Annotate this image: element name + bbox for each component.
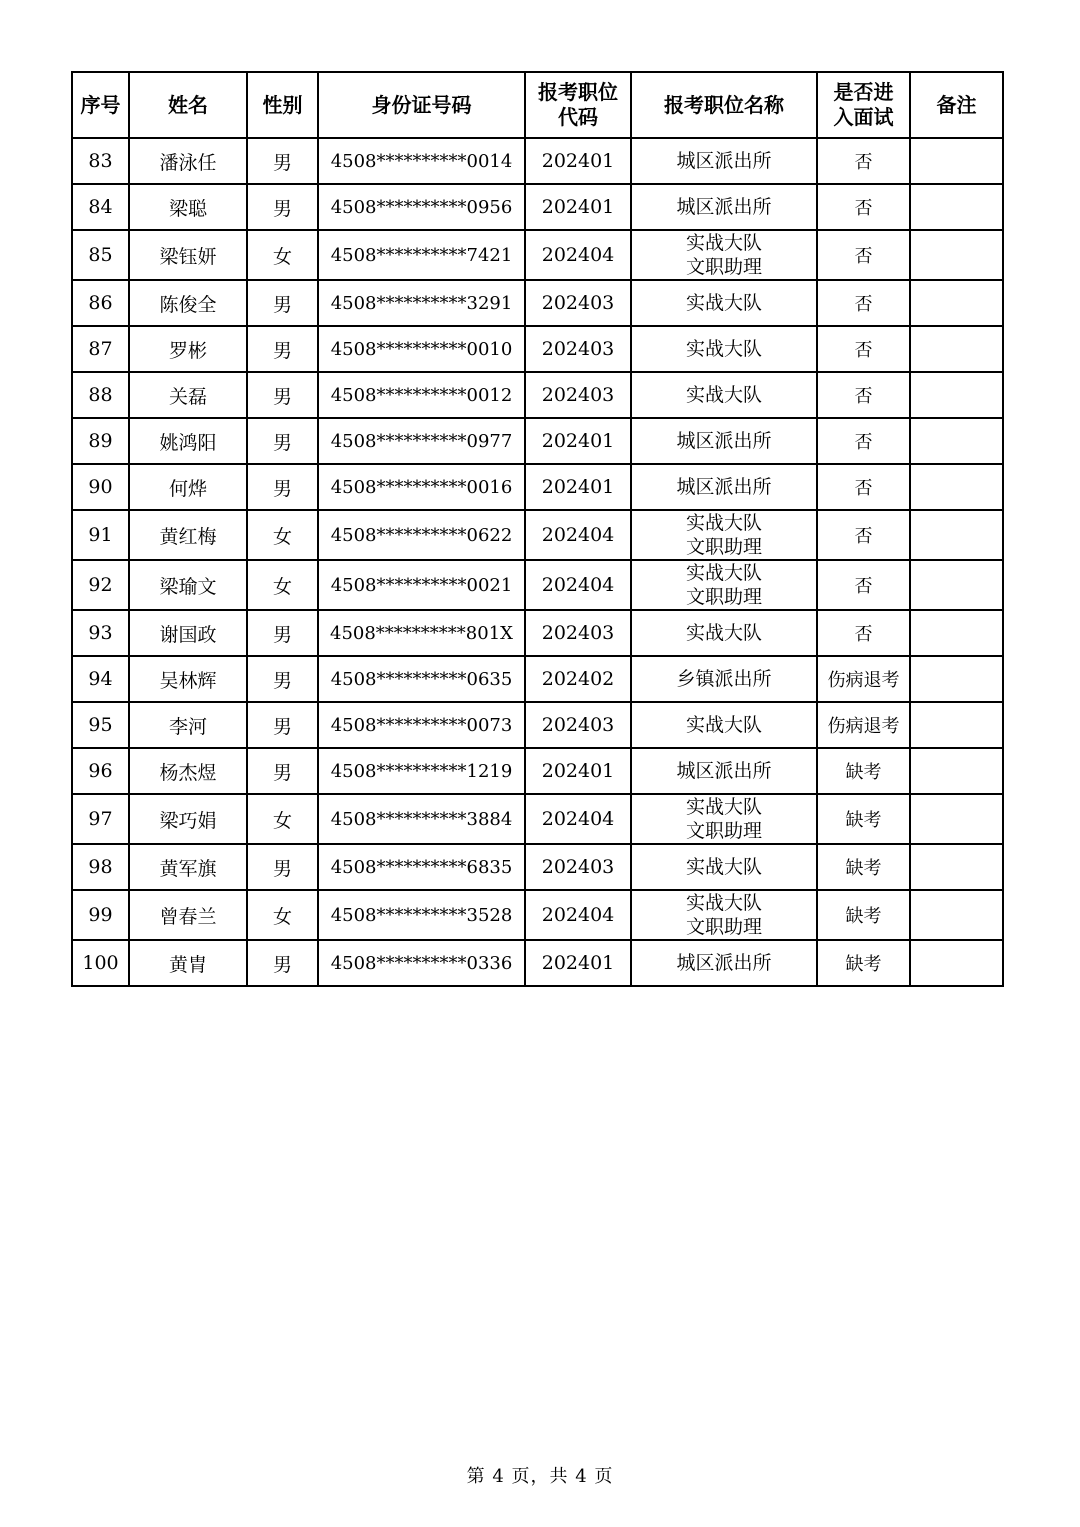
cell-index: 85 <box>72 230 129 280</box>
cell-id-number: 4508**********0073 <box>318 702 525 748</box>
cell-position-code: 202402 <box>525 656 631 702</box>
cell-interview-status: 否 <box>817 510 910 560</box>
cell-position-code: 202404 <box>525 890 631 940</box>
cell-id-number: 4508**********3291 <box>318 280 525 326</box>
cell-index: 91 <box>72 510 129 560</box>
cell-id-number: 4508**********0021 <box>318 560 525 610</box>
cell-position-code: 202404 <box>525 510 631 560</box>
cell-position-code: 202401 <box>525 138 631 184</box>
cell-gender: 男 <box>247 280 318 326</box>
cell-position-name: 城区派出所 <box>631 418 817 464</box>
cell-id-number: 4508**********0956 <box>318 184 525 230</box>
table-row <box>72 844 1003 890</box>
cell-remark <box>910 280 1003 326</box>
cell-position-code: 202404 <box>525 794 631 844</box>
cell-remark <box>910 890 1003 940</box>
cell-gender: 男 <box>247 184 318 230</box>
cell-position-code: 202403 <box>525 326 631 372</box>
table-row <box>72 610 1003 656</box>
cell-name: 姚鸿阳 <box>129 418 247 464</box>
cell-index: 88 <box>72 372 129 418</box>
cell-position-code: 202401 <box>525 184 631 230</box>
cell-name: 梁巧娟 <box>129 794 247 844</box>
cell-position-code: 202403 <box>525 610 631 656</box>
cell-gender: 男 <box>247 326 318 372</box>
table-row <box>72 280 1003 326</box>
cell-gender: 男 <box>247 418 318 464</box>
page-footer: 第 4 页，共 4 页 <box>466 1466 614 1487</box>
header-position-name: 报考职位名称 <box>631 72 817 138</box>
header-index: 序号 <box>72 72 129 138</box>
cell-gender: 女 <box>247 560 318 610</box>
cell-interview-status: 伤病退考 <box>817 656 910 702</box>
cell-index: 87 <box>72 326 129 372</box>
cell-id-number: 4508**********7421 <box>318 230 525 280</box>
cell-interview-status: 否 <box>817 464 910 510</box>
cell-position-name: 实战大队 <box>631 280 817 326</box>
header-id-number: 身份证号码 <box>318 72 525 138</box>
cell-interview-status: 否 <box>817 138 910 184</box>
cell-remark <box>910 794 1003 844</box>
header-name: 姓名 <box>129 72 247 138</box>
cell-position-name: 实战大队 文职助理 <box>631 890 817 940</box>
cell-position-code: 202404 <box>525 560 631 610</box>
cell-id-number: 4508**********3528 <box>318 890 525 940</box>
header-position-code: 报考职位 代码 <box>525 72 631 138</box>
cell-position-name: 实战大队 <box>631 702 817 748</box>
cell-position-name: 实战大队 <box>631 326 817 372</box>
cell-position-code: 202401 <box>525 940 631 986</box>
cell-index: 84 <box>72 184 129 230</box>
cell-position-name: 城区派出所 <box>631 184 817 230</box>
cell-gender: 男 <box>247 702 318 748</box>
cell-id-number: 4508**********0010 <box>318 326 525 372</box>
cell-index: 89 <box>72 418 129 464</box>
table-row <box>72 656 1003 702</box>
cell-name: 梁钰妍 <box>129 230 247 280</box>
cell-gender: 女 <box>247 794 318 844</box>
cell-position-code: 202403 <box>525 702 631 748</box>
cell-interview-status: 缺考 <box>817 748 910 794</box>
cell-name: 梁瑜文 <box>129 560 247 610</box>
cell-interview-status: 缺考 <box>817 940 910 986</box>
cell-gender: 男 <box>247 610 318 656</box>
cell-position-name: 实战大队 <box>631 610 817 656</box>
cell-id-number: 4508**********3884 <box>318 794 525 844</box>
cell-index: 99 <box>72 890 129 940</box>
cell-index: 97 <box>72 794 129 844</box>
cell-name: 潘泳任 <box>129 138 247 184</box>
cell-id-number: 4508**********0635 <box>318 656 525 702</box>
table-row <box>72 748 1003 794</box>
cell-position-code: 202401 <box>525 464 631 510</box>
table-row <box>72 890 1003 940</box>
cell-name: 黄军旗 <box>129 844 247 890</box>
cell-index: 92 <box>72 560 129 610</box>
cell-position-code: 202401 <box>525 748 631 794</box>
cell-interview-status: 否 <box>817 610 910 656</box>
cell-position-name: 实战大队 文职助理 <box>631 230 817 280</box>
cell-position-name: 实战大队 文职助理 <box>631 560 817 610</box>
cell-gender: 女 <box>247 890 318 940</box>
cell-position-name: 实战大队 文职助理 <box>631 510 817 560</box>
cell-remark <box>910 560 1003 610</box>
cell-remark <box>910 464 1003 510</box>
cell-remark <box>910 940 1003 986</box>
cell-index: 98 <box>72 844 129 890</box>
cell-index: 83 <box>72 138 129 184</box>
cell-index: 90 <box>72 464 129 510</box>
cell-remark <box>910 418 1003 464</box>
cell-name: 陈俊全 <box>129 280 247 326</box>
cell-name: 黄红梅 <box>129 510 247 560</box>
cell-index: 94 <box>72 656 129 702</box>
header-interview: 是否进 入面试 <box>817 72 910 138</box>
cell-id-number: 4508**********0622 <box>318 510 525 560</box>
table-row <box>72 794 1003 844</box>
cell-id-number: 4508**********0012 <box>318 372 525 418</box>
cell-name: 罗彬 <box>129 326 247 372</box>
cell-interview-status: 否 <box>817 372 910 418</box>
cell-name: 李河 <box>129 702 247 748</box>
table-row <box>72 138 1003 184</box>
cell-remark <box>910 656 1003 702</box>
cell-interview-status: 否 <box>817 280 910 326</box>
cell-id-number: 4508**********0336 <box>318 940 525 986</box>
cell-interview-status: 否 <box>817 326 910 372</box>
cell-name: 吴林辉 <box>129 656 247 702</box>
cell-gender: 男 <box>247 940 318 986</box>
header-remark: 备注 <box>910 72 1003 138</box>
table-row <box>72 372 1003 418</box>
cell-gender: 男 <box>247 372 318 418</box>
cell-gender: 男 <box>247 656 318 702</box>
cell-interview-status: 缺考 <box>817 890 910 940</box>
cell-gender: 男 <box>247 464 318 510</box>
cell-remark <box>910 372 1003 418</box>
cell-remark <box>910 702 1003 748</box>
cell-position-name: 乡镇派出所 <box>631 656 817 702</box>
cell-gender: 男 <box>247 844 318 890</box>
cell-id-number: 4508**********0014 <box>318 138 525 184</box>
table-row <box>72 940 1003 986</box>
cell-remark <box>910 184 1003 230</box>
cell-gender: 男 <box>247 748 318 794</box>
cell-id-number: 4508**********0977 <box>318 418 525 464</box>
cell-interview-status: 否 <box>817 560 910 610</box>
cell-remark <box>910 510 1003 560</box>
header-gender: 性别 <box>247 72 318 138</box>
cell-gender: 女 <box>247 510 318 560</box>
cell-gender: 男 <box>247 138 318 184</box>
cell-index: 96 <box>72 748 129 794</box>
table-row <box>72 560 1003 610</box>
cell-position-code: 202403 <box>525 280 631 326</box>
cell-name: 何烨 <box>129 464 247 510</box>
cell-position-code: 202403 <box>525 372 631 418</box>
cell-id-number: 4508**********801X <box>318 610 525 656</box>
cell-name: 曾春兰 <box>129 890 247 940</box>
table-body <box>72 138 1003 986</box>
cell-remark <box>910 748 1003 794</box>
cell-interview-status: 否 <box>817 184 910 230</box>
table-row <box>72 510 1003 560</box>
cell-position-code: 202403 <box>525 844 631 890</box>
cell-id-number: 4508**********6835 <box>318 844 525 890</box>
cell-name: 关磊 <box>129 372 247 418</box>
candidate-table <box>71 71 1004 987</box>
cell-index: 100 <box>72 940 129 986</box>
cell-name: 梁聪 <box>129 184 247 230</box>
cell-index: 93 <box>72 610 129 656</box>
table-row <box>72 418 1003 464</box>
cell-position-name: 实战大队 <box>631 372 817 418</box>
cell-remark <box>910 844 1003 890</box>
cell-id-number: 4508**********1219 <box>318 748 525 794</box>
table-row <box>72 464 1003 510</box>
cell-interview-status: 缺考 <box>817 844 910 890</box>
cell-interview-status: 否 <box>817 230 910 280</box>
cell-index: 95 <box>72 702 129 748</box>
cell-remark <box>910 138 1003 184</box>
cell-position-name: 实战大队 <box>631 844 817 890</box>
cell-position-name: 城区派出所 <box>631 748 817 794</box>
cell-name: 黄胄 <box>129 940 247 986</box>
cell-index: 86 <box>72 280 129 326</box>
cell-name: 杨杰煜 <box>129 748 247 794</box>
table-row <box>72 230 1003 280</box>
cell-name: 谢国政 <box>129 610 247 656</box>
cell-interview-status: 伤病退考 <box>817 702 910 748</box>
cell-position-code: 202401 <box>525 418 631 464</box>
cell-position-name: 城区派出所 <box>631 940 817 986</box>
cell-interview-status: 否 <box>817 418 910 464</box>
cell-position-name: 城区派出所 <box>631 464 817 510</box>
cell-interview-status: 缺考 <box>817 794 910 844</box>
cell-remark <box>910 610 1003 656</box>
cell-gender: 女 <box>247 230 318 280</box>
cell-remark <box>910 230 1003 280</box>
table-row <box>72 702 1003 748</box>
table-row <box>72 326 1003 372</box>
header-row <box>72 72 1003 138</box>
cell-position-code: 202404 <box>525 230 631 280</box>
cell-remark <box>910 326 1003 372</box>
cell-position-name: 城区派出所 <box>631 138 817 184</box>
table-row <box>72 184 1003 230</box>
cell-position-name: 实战大队 文职助理 <box>631 794 817 844</box>
cell-id-number: 4508**********0016 <box>318 464 525 510</box>
